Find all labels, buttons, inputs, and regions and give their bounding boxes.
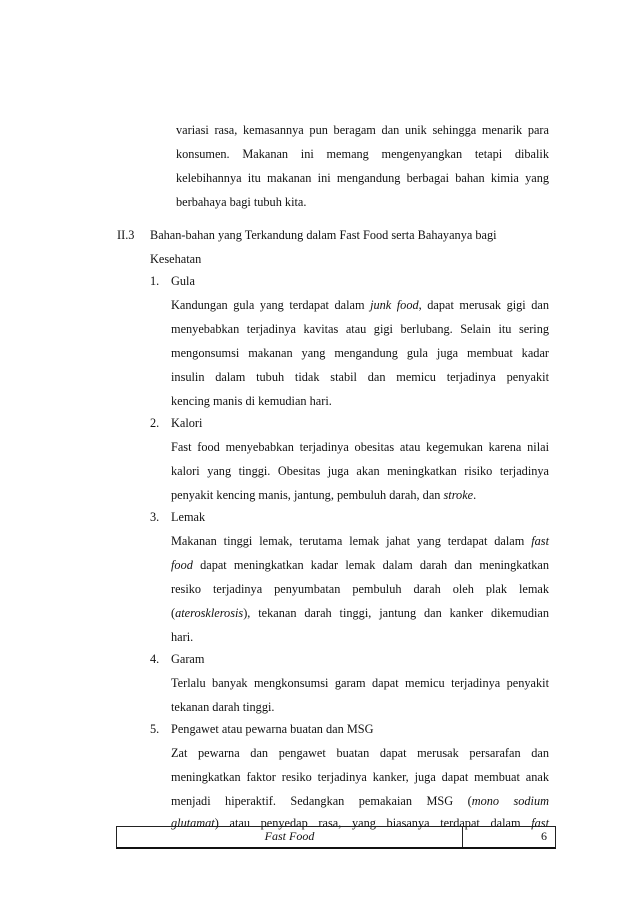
body-line: Fast food menyebabkan terjadinya obesitas atau kegemukan karena nilai <box>171 440 549 454</box>
body-line: glutamat) atau penyedap rasa, yang biasanya terdapat dalam fast <box>171 816 549 830</box>
item-number: 2. <box>150 416 160 430</box>
body-line: Kandungan gula yang terdapat dalam junk food, dapat merusak gigi dan <box>171 298 550 312</box>
item-number: 4. <box>150 652 160 666</box>
item-heading: Pengawet atau pewarna buatan dan MSG <box>171 722 374 736</box>
body-line: (aterosklerosis), tekanan darah tinggi, jantung dan kanker dikemudian <box>171 606 549 620</box>
section-title: Bahan-bahan yang Terkandung dalam Fast Food serta Bahayanya bagi <box>150 228 497 242</box>
item-heading: Garam <box>171 652 205 666</box>
footer-title: Fast Food <box>264 829 315 843</box>
body-line: menjadi hiperaktif. Sedangkan pemakaian MSG (mono sodium <box>171 794 549 808</box>
body-line: mengonsumsi makanan yang mengandung gula juga membuat kadar <box>171 346 549 360</box>
item-number: 3. <box>150 510 160 524</box>
body-line: menyebabkan terjadinya kavitas atau gigi berlubang. Selain itu sering <box>171 322 549 336</box>
body-line: Terlalu banyak mengkonsumsi garam dapat memicu terjadinya penyakit <box>171 676 549 690</box>
section-title-continued: Kesehatan <box>150 252 202 266</box>
body-line: meningkatkan faktor resiko terjadinya kanker, juga dapat membuat anak <box>171 770 549 784</box>
body-line: hari. <box>171 630 194 644</box>
item-heading: Kalori <box>171 416 203 430</box>
body-line: food dapat meningkatkan kadar lemak dalam darah dan meningkatkan <box>171 558 549 572</box>
page-number: 6 <box>541 829 547 843</box>
body-line: penyakit kencing manis, jantung, pembuluh darah, dan stroke. <box>171 488 477 502</box>
intro-line: berbahaya bagi tubuh kita. <box>176 195 307 209</box>
body-line: tekanan darah tinggi. <box>171 700 275 714</box>
page-footer <box>116 826 556 849</box>
section-number: II.3 <box>117 228 135 242</box>
intro-line: konsumen. Makanan ini memang mengenyangkan tetapi dibalik <box>176 147 549 161</box>
body-line: resiko terjadinya penyumbatan pembuluh darah oleh plak lemak <box>171 582 549 596</box>
intro-line: kelebihannya itu makanan ini mengandung berbagai bahan kimia yang <box>176 171 549 185</box>
item-heading: Gula <box>171 274 195 288</box>
body-line: Makanan tinggi lemak, terutama lemak jahat yang terdapat dalam fast <box>171 534 549 548</box>
body-line: insulin dalam tubuh tidak stabil dan memicu terjadinya penyakit <box>171 370 549 384</box>
body-line: Zat pewarna dan pengawet buatan dapat merusak persarafan dan <box>171 746 549 760</box>
footer-divider <box>462 827 463 847</box>
item-heading: Lemak <box>171 510 206 524</box>
body-line: kencing manis di kemudian hari. <box>171 394 332 408</box>
item-number: 5. <box>150 722 160 736</box>
body-line: kalori yang tinggi. Obesitas juga akan meningkatkan risiko terjadinya <box>171 464 549 478</box>
intro-line: variasi rasa, kemasannya pun beragam dan unik sehingga menarik para <box>176 123 549 137</box>
item-number: 1. <box>150 274 160 288</box>
